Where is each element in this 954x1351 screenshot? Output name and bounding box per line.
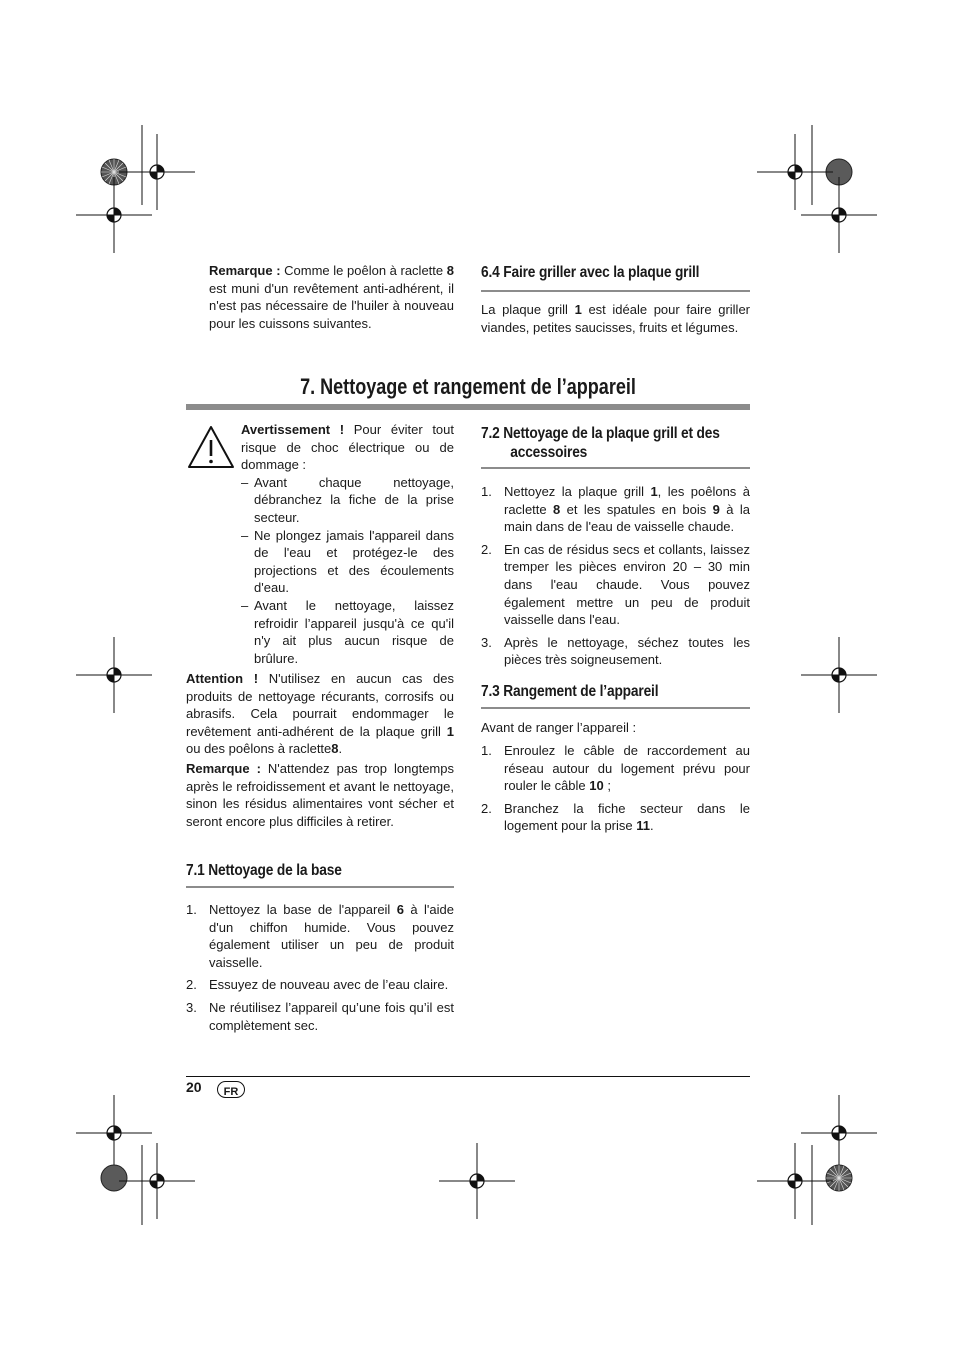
- warning-intro: Pour éviter tout risque de choc électrique ou de dommage :: [241, 422, 454, 473]
- chapter-rule: [186, 404, 750, 410]
- heading-6-4: 6.4 Faire griller avec la plaque grill: [481, 264, 700, 281]
- remark-text-cont: est muni d'un revêtement anti-adhérent, il n'est pas nécessaire de l'huiler à nouveau pour les cuissons suivantes.: [209, 280, 454, 331]
- language-badge: [217, 1081, 245, 1098]
- remark-top: [209, 262, 454, 332]
- heading-rule: [481, 707, 750, 709]
- list-item: 2. En cas de résidus secs et collants, laissez tremper les pièces environ 20 – 30 min dans l'eau chaude. Vous pouvez également mettre un peu de produit vaisselle dans l'eau.: [481, 541, 750, 628]
- remark-text: Comme le poêlon à raclette: [284, 263, 444, 278]
- heading-7-1: 7.1 Nettoyage de la base: [186, 862, 342, 879]
- remark-2-block: Remarque : N'attendez pas trop longtemps après le refroidissement et avant le nettoyage, sinon les résidus alimentaires vont sécher et seront encore plus difficiles à retirer.: [186, 761, 454, 829]
- heading-line: accessoires: [510, 444, 588, 461]
- section-7-3-intro: Avant de ranger l’appareil :: [481, 720, 637, 735]
- list-item: – Avant le nettoyage, laissez refroidir l’appareil jusqu'à ce qu'il n'y ait plus aucun risque de brûlure.: [241, 597, 454, 666]
- part-number: 8: [331, 741, 339, 757]
- attention-block: Attention ! N'utilisez en aucun cas des produits de nettoyage récurants, corrosifs ou abrasifs. Cela pourrait endommager le revêtement anti-adhérent de la plaque grill 1 ou des poêlons à raclette8.: [186, 671, 454, 757]
- warning-triangle-icon: [186, 424, 236, 475]
- list-item: 3. Ne réutilisez l’appareil qu’une fois qu’il est complètement sec.: [186, 999, 454, 1033]
- list-item: 2. Essuyez de nouveau avec de l’eau claire.: [186, 977, 449, 993]
- section-6-4-text: La plaque grill 1 est idéale pour faire griller viandes, petites saucisses, fruits et légumes.: [481, 302, 751, 335]
- part-number: 8: [446, 263, 454, 278]
- warning-label: Avertissement !: [241, 422, 345, 437]
- chapter-title: 7. Nettoyage et rangement de l’appareil: [300, 374, 636, 399]
- heading-line: 7.2 Nettoyage de la plaque grill et des: [481, 425, 720, 442]
- heading-7-3: 7.3 Rangement de l’appareil: [481, 683, 659, 700]
- section-7-2-list: [481, 483, 750, 674]
- list-item: 1. Enroulez le câble de raccordement au réseau autour du logement prévu pour rouler le câble 10 ;: [481, 743, 750, 794]
- warning-list: [241, 474, 454, 668]
- list-item: – Ne plongez jamais l'appareil dans de l'eau et protégez-le des projections et des écoulements d'eau.: [241, 527, 454, 596]
- heading-7-2: [481, 424, 720, 462]
- heading-rule: [481, 467, 750, 469]
- footer-rule: [186, 1076, 750, 1077]
- list-item: 1. Nettoyez la base de l'appareil 6 à l'aide d'un chiffon humide. Vous pouvez également utiliser un peu de produit vaisselle.: [186, 902, 454, 970]
- remark-label: Remarque :: [209, 263, 281, 278]
- list-item: 3. Après le nettoyage, séchez toutes les pièces très soigneusement.: [481, 634, 750, 668]
- list-item: 2. Branchez la fiche secteur dans le logement pour la prise 11.: [481, 800, 750, 834]
- attention-label: Attention !: [186, 671, 259, 686]
- part-number: 1: [574, 302, 582, 317]
- part-number: 1: [446, 723, 454, 739]
- section-7-3-list: [481, 742, 750, 840]
- heading-rule: [186, 886, 454, 888]
- remark-label: Remarque :: [186, 761, 261, 776]
- list-item: – Avant chaque nettoyage, débranchez la fiche de la prise secteur.: [241, 474, 454, 525]
- list-item: 1. Nettoyez la plaque grill 1, les poêlons à raclette 8 et les spatules en bois 9 à la main dans de l'eau de vaisselle chaude.: [481, 484, 750, 535]
- heading-rule: [481, 290, 750, 292]
- warning-block: [241, 421, 454, 667]
- section-7-1-list: [186, 901, 454, 1039]
- language-label: FR: [223, 1086, 239, 1098]
- page-number: 20: [186, 1079, 202, 1095]
